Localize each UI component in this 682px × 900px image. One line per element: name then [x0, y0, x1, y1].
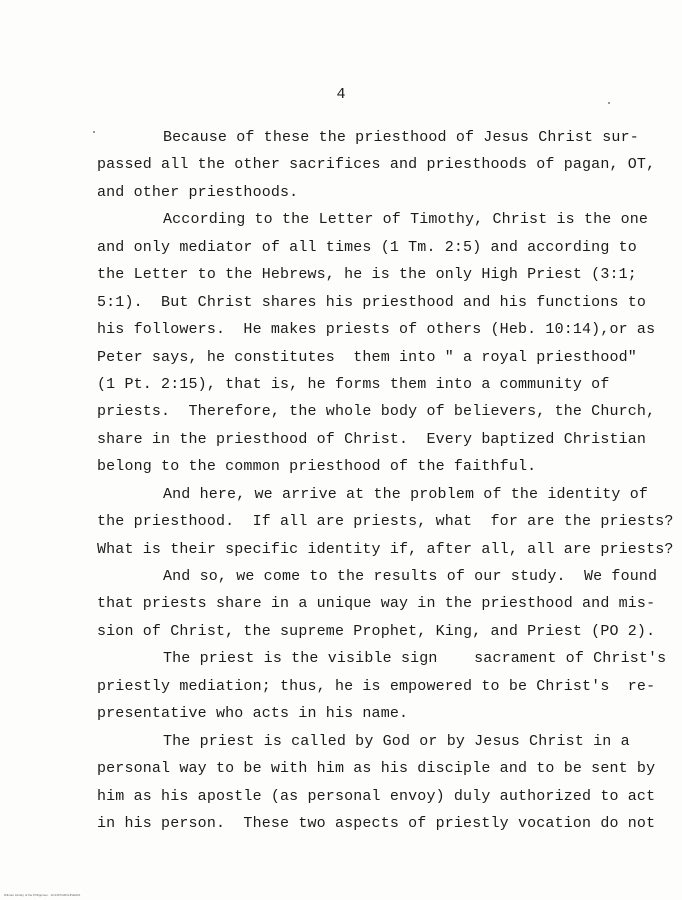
- text-line: his followers. He makes priests of others (Heb. 10:14),or as: [97, 321, 656, 339]
- text-line: and only mediator of all times (1 Tm. 2:5) and according to: [97, 238, 637, 256]
- text-line: and other priesthoods.: [97, 183, 299, 201]
- text-line: priests. Therefore, the whole body of believers, the Church,: [97, 403, 656, 421]
- text-line: passed all the other sacrifices and priesthoods of pagan, OT,: [97, 156, 656, 174]
- text-line: Peter says, he constitutes them into " a royal priesthood": [97, 348, 637, 366]
- text-line: personal way to be with him as his disciple and to be sent by: [97, 760, 656, 778]
- text-line: the priesthood. If all are priests, what for are the priests?: [97, 513, 674, 531]
- text-line: The priest is called by God or by Jesus Christ in a: [163, 732, 630, 750]
- text-line: in his person. These two aspects of priestly vocation do not: [97, 814, 656, 832]
- text-line: the Letter to the Hebrews, he is the only High Priest (3:1;: [97, 266, 637, 284]
- text-line: belong to the common priesthood of the faithful.: [97, 458, 537, 476]
- scan-speck: [608, 102, 610, 104]
- text-line: And here, we arrive at the problem of the identity of: [163, 485, 649, 503]
- text-line: (1 Pt. 2:15), that is, he forms them into a community of: [97, 375, 610, 393]
- text-line: Because of these the priesthood of Jesus Christ sur-: [163, 129, 639, 146]
- body-text: [97, 124, 674, 837]
- text-line: 5:1). But Christ shares his priesthood and his functions to: [97, 293, 647, 311]
- text-line: sion of Christ, the supreme Prophet, King, and Priest (PO 2).: [97, 622, 656, 640]
- scan-speck: [93, 131, 95, 133]
- scan-footer-mark: Diliman Library of the Philippines · 10.2307/ARCHIVE001: [4, 893, 81, 897]
- text-line: presentative who acts in his name.: [97, 705, 409, 723]
- text-line: priestly mediation; thus, he is empowered to be Christ's re-: [97, 677, 656, 695]
- text-line: According to the Letter of Timothy, Christ is the one: [163, 211, 649, 229]
- text-line: him as his apostle (as personal envoy) duly authorized to act: [97, 787, 656, 805]
- text-line: The priest is the visible sign sacrament of Christ's: [163, 650, 667, 668]
- text-line: share in the priesthood of Christ. Every baptized Christian: [97, 430, 647, 448]
- text-line: And so, we come to the results of our study. We found: [163, 568, 658, 585]
- page-number: 4: [336, 86, 346, 103]
- text-line: What is their specific identity if, after all, all are priests?: [97, 540, 674, 558]
- text-line: that priests share in a unique way in the priesthood and mis-: [97, 595, 656, 613]
